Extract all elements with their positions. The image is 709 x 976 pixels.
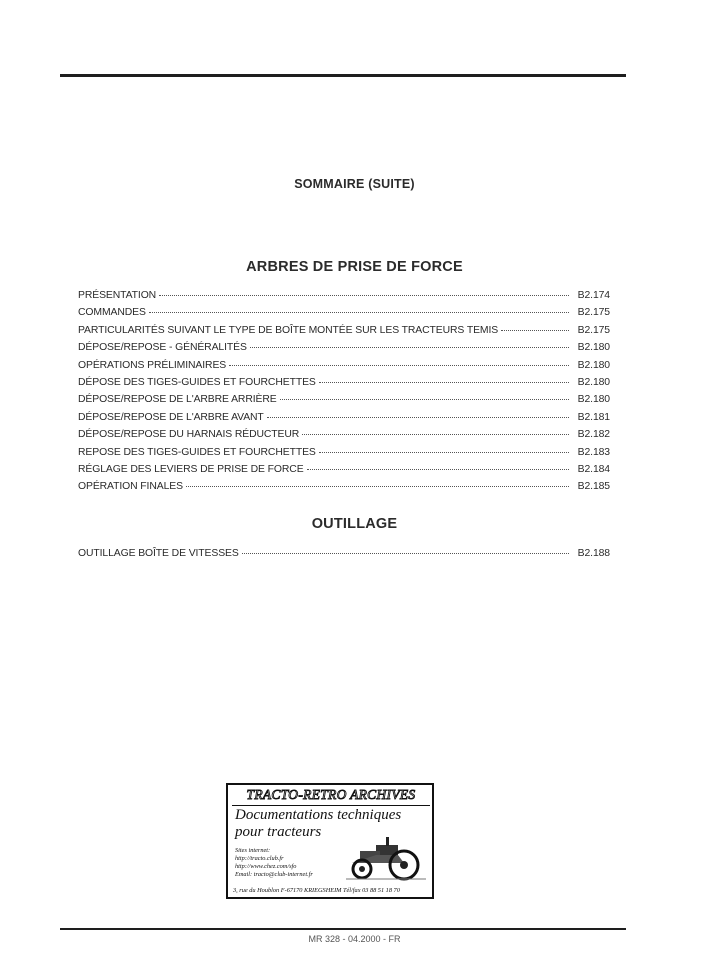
toc-entry (78, 412, 610, 429)
tractor-icon (346, 835, 426, 881)
archive-stamp (226, 783, 434, 899)
toc-entry-title: COMMANDES (78, 307, 146, 319)
toc-entry-title: DÉPOSE DES TIGES-GUIDES ET FOURCHETTES (78, 376, 316, 388)
toc-entry-title: OPÉRATIONS PRÉLIMINAIRES (78, 359, 227, 371)
toc-leader-dots (501, 330, 569, 331)
toc-entry (78, 290, 610, 307)
toc-leader-dots (229, 365, 569, 366)
toc-entry-title: REPOSE DES TIGES-GUIDES ET FOURCHETTES (78, 446, 316, 458)
toc-leader-dots (319, 382, 569, 383)
toc-entry-title: DÉPOSE/REPOSE DU HARNAIS RÉDUCTEUR (78, 429, 300, 441)
toc-entry (78, 394, 610, 411)
stamp-site-2: http://www.chez.com/sfo (235, 863, 297, 870)
toc-entry-page: B2.181 (577, 411, 610, 423)
toc-entry-page: B2.184 (577, 463, 610, 475)
page-subtitle: SOMMAIRE (SUITE) (294, 177, 415, 191)
toc-leader-dots (280, 399, 569, 400)
toc-leader-dots (319, 452, 569, 453)
stamp-site-1: http://tracto.club.fr (235, 855, 284, 862)
toc-entry-title: DÉPOSE/REPOSE DE L'ARBRE AVANT (78, 411, 264, 423)
toc-entry-title: RÉGLAGE DES LEVIERS DE PRISE DE FORCE (78, 463, 304, 475)
stamp-sites-label: Sites internet: (235, 847, 271, 854)
document-reference: MR 328 - 04.2000 - FR (308, 934, 401, 944)
toc-leader-dots (159, 295, 569, 296)
toc-entry-page: B2.183 (577, 446, 610, 458)
toc-leader-dots (186, 486, 569, 487)
toc-entry (78, 464, 610, 481)
toc-entry-title: DÉPOSE/REPOSE DE L'ARBRE ARRIÈRE (78, 394, 277, 406)
toc-leader-dots (250, 347, 569, 348)
toc-entry (78, 342, 610, 359)
stamp-email: Email: tracto@club-internet.fr (235, 871, 313, 878)
toc-entry (78, 481, 610, 498)
toc-entry-page: B2.180 (577, 394, 610, 406)
bottom-rule (60, 928, 626, 930)
toc-list-tooling (78, 548, 610, 565)
toc-entry-page: B2.180 (577, 359, 610, 371)
toc-entry (78, 447, 610, 464)
toc-entry-title: OPÉRATION FINALES (78, 481, 183, 493)
toc-entry (78, 377, 610, 394)
stamp-address: 3, rue du Houblon F-67170 KRIEGSHEIM Tél/fax 03 88 51 18 70 (233, 887, 400, 894)
stamp-title: TRACTO-RETRO ARCHIVES (232, 787, 430, 806)
toc-leader-dots (267, 417, 569, 418)
stamp-line-2: pour tracteurs (235, 824, 322, 840)
toc-entry-page: B2.182 (577, 429, 610, 441)
stamp-line-1: Documentations techniques (235, 807, 402, 823)
toc-entry-title: DÉPOSE/REPOSE - GÉNÉRALITÉS (78, 342, 247, 354)
toc-entry-title: PARTICULARITÉS SUIVANT LE TYPE DE BOÎTE MONTÉE SUR LES TRACTEURS TEMIS (78, 324, 499, 336)
toc-entry-page: B2.175 (577, 324, 610, 336)
toc-list-pto (78, 290, 610, 499)
toc-entry-page: B2.174 (577, 290, 610, 301)
toc-entry-title: OUTILLAGE BOÎTE DE VITESSES (78, 548, 239, 559)
toc-leader-dots (307, 469, 569, 470)
section-title-pto: ARBRES DE PRISE DE FORCE (246, 259, 463, 275)
toc-entry (78, 325, 610, 342)
toc-entry-page: B2.185 (577, 481, 610, 493)
toc-leader-dots (149, 312, 569, 313)
toc-entry-page: B2.188 (577, 548, 610, 559)
toc-entry (78, 307, 610, 324)
top-rule (60, 74, 626, 77)
toc-entry (78, 360, 610, 377)
toc-entry-page: B2.180 (577, 342, 610, 354)
toc-entry-page: B2.175 (577, 307, 610, 319)
toc-leader-dots (242, 553, 569, 554)
toc-entry-title: PRÉSENTATION (78, 290, 157, 301)
toc-entry (78, 429, 610, 446)
section-title-tooling: OUTILLAGE (311, 516, 398, 532)
toc-entry (78, 548, 610, 565)
toc-entry-page: B2.180 (577, 376, 610, 388)
toc-leader-dots (302, 434, 569, 435)
